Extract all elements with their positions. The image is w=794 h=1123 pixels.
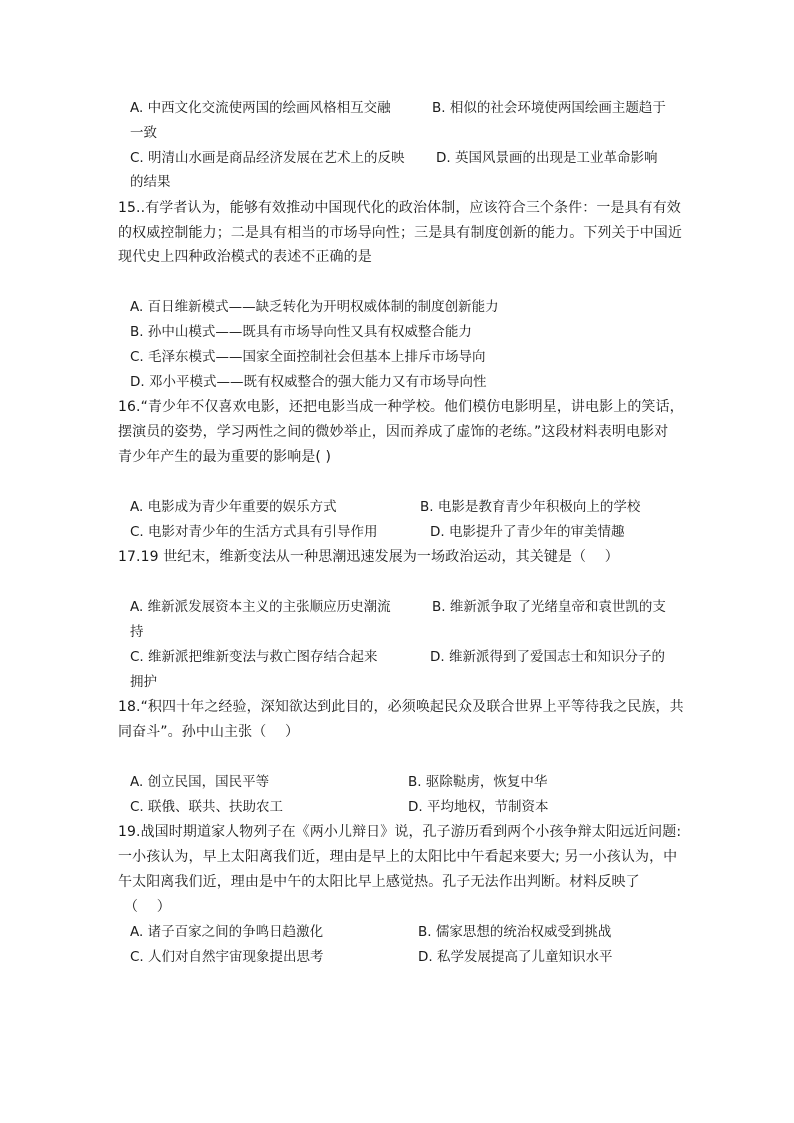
q15-option-b[interactable]: B. 孙中山模式——既具有市场导向性又具有权威整合能力 (130, 324, 472, 340)
q19-option-c[interactable]: C. 人们对自然宇宙现象提出思考 (130, 949, 324, 965)
q16-stem-line3: 青少年产生的最为重要的影响是( ) (118, 449, 332, 465)
q19-option-d[interactable]: D. 私学发展提高了儿童知识水平 (418, 949, 613, 965)
q16-stem-line1: 16.“青少年不仅喜欢电影，还把电影当成一种学校。他们模仿电影明星，讲电影上的笑话， (118, 399, 684, 415)
q17-option-d-continued: 拥护 (130, 674, 157, 690)
q15-stem-line1: 15..有学者认为，能够有效推动中国现代化的政治体制，应该符合三个条件：一是具有有效 (118, 200, 681, 216)
q19-option-a[interactable]: A. 诸子百家之间的争鸣日趋激化 (130, 924, 324, 940)
q16-option-c[interactable]: C. 电影对青少年的生活方式具有引导作用 (130, 524, 378, 540)
q17-option-c[interactable]: C. 维新派把维新变法与救亡图存结合起来 (130, 649, 378, 665)
q15-option-a[interactable]: A. 百日维新模式——缺乏转化为开明权威体制的制度创新能力 (130, 299, 499, 315)
q16-option-b[interactable]: B. 电影是教育青少年积极向上的学校 (420, 499, 641, 515)
q14-option-a[interactable]: A. 中西文化交流使两国的绘画风格相互交融 (130, 100, 391, 116)
q14-option-b[interactable]: B. 相似的社会环境使两国绘画主题趋于 (432, 100, 666, 116)
q17-stem-line1: 17.19 世纪末，维新变法从一种思潮迅速发展为一场政治运动，其关键是（ ） (118, 549, 619, 565)
q15-stem-line2: 的权威控制能力；二是具有相当的市场导向性；三是具有制度创新的能力。下列关于中国近 (118, 225, 682, 241)
q17-option-d[interactable]: D. 维新派得到了爱国志士和知识分子的 (430, 649, 665, 665)
q16-stem-line2: 摆演员的姿势，学习两性之间的微妙举止，因而养成了虚饰的老练。”这段材料表明电影对 (118, 424, 669, 440)
q18-option-b[interactable]: B. 驱除鞑虏，恢复中华 (408, 774, 548, 790)
q17-option-a[interactable]: A. 维新派发展资本主义的主张顺应历史潮流 (130, 599, 391, 615)
q18-option-d[interactable]: D. 平均地权，节制资本 (408, 799, 549, 815)
q18-stem-line1: 18.“积四十年之经验，深知欲达到此目的，必须唤起民众及联合世界上平等待我之民族，共 (118, 699, 684, 715)
q19-stem-line1: 19.战国时期道家人物列子在《两小儿辩日》说，孔子游历看到两个小孩争辩太阳远近问题: (118, 824, 682, 840)
q19-stem-line4: （ ） (124, 899, 171, 915)
q19-stem-line2: 一小孩认为，早上太阳离我们近，理由是早上的太阳比中午看起来要大; 另一小孩认为，中 (118, 849, 678, 865)
q14-option-d[interactable]: D. 英国风景画的出现是工业革命影响 (436, 150, 658, 166)
q16-option-a[interactable]: A. 电影成为青少年重要的娱乐方式 (130, 499, 337, 515)
q17-option-b-continued: 持 (130, 624, 144, 640)
q19-option-b[interactable]: B. 儒家思想的统治权威受到挑战 (418, 924, 612, 940)
q16-option-d[interactable]: D. 电影提升了青少年的审美情趣 (430, 524, 625, 540)
q18-option-a[interactable]: A. 创立民国，国民平等 (130, 774, 270, 790)
q18-option-c[interactable]: C. 联俄、联共、扶助农工 (130, 799, 284, 815)
q14-option-c[interactable]: C. 明清山水画是商品经济发展在艺术上的反映 (130, 150, 405, 166)
q18-stem-line2: 同奋斗”。孙中山主张（ ） (118, 724, 300, 740)
q15-stem-line3: 现代史上四种政治模式的表述不正确的是 (118, 249, 372, 265)
q14-option-b-continued: 一致 (130, 125, 157, 141)
q15-option-d[interactable]: D. 邓小平模式——既有权威整合的强大能力又有市场导向性 (130, 374, 487, 390)
q19-stem-line3: 午太阳离我们近，理由是中午的太阳比早上感觉热。孔子无法作出判断。材料反映了 (118, 874, 640, 890)
q15-option-c[interactable]: C. 毛泽东模式——国家全面控制社会但基本上排斥市场导向 (130, 349, 486, 365)
q17-option-b[interactable]: B. 维新派争取了光绪皇帝和袁世凯的支 (432, 599, 666, 615)
q14-option-d-continued: 的结果 (130, 174, 171, 190)
